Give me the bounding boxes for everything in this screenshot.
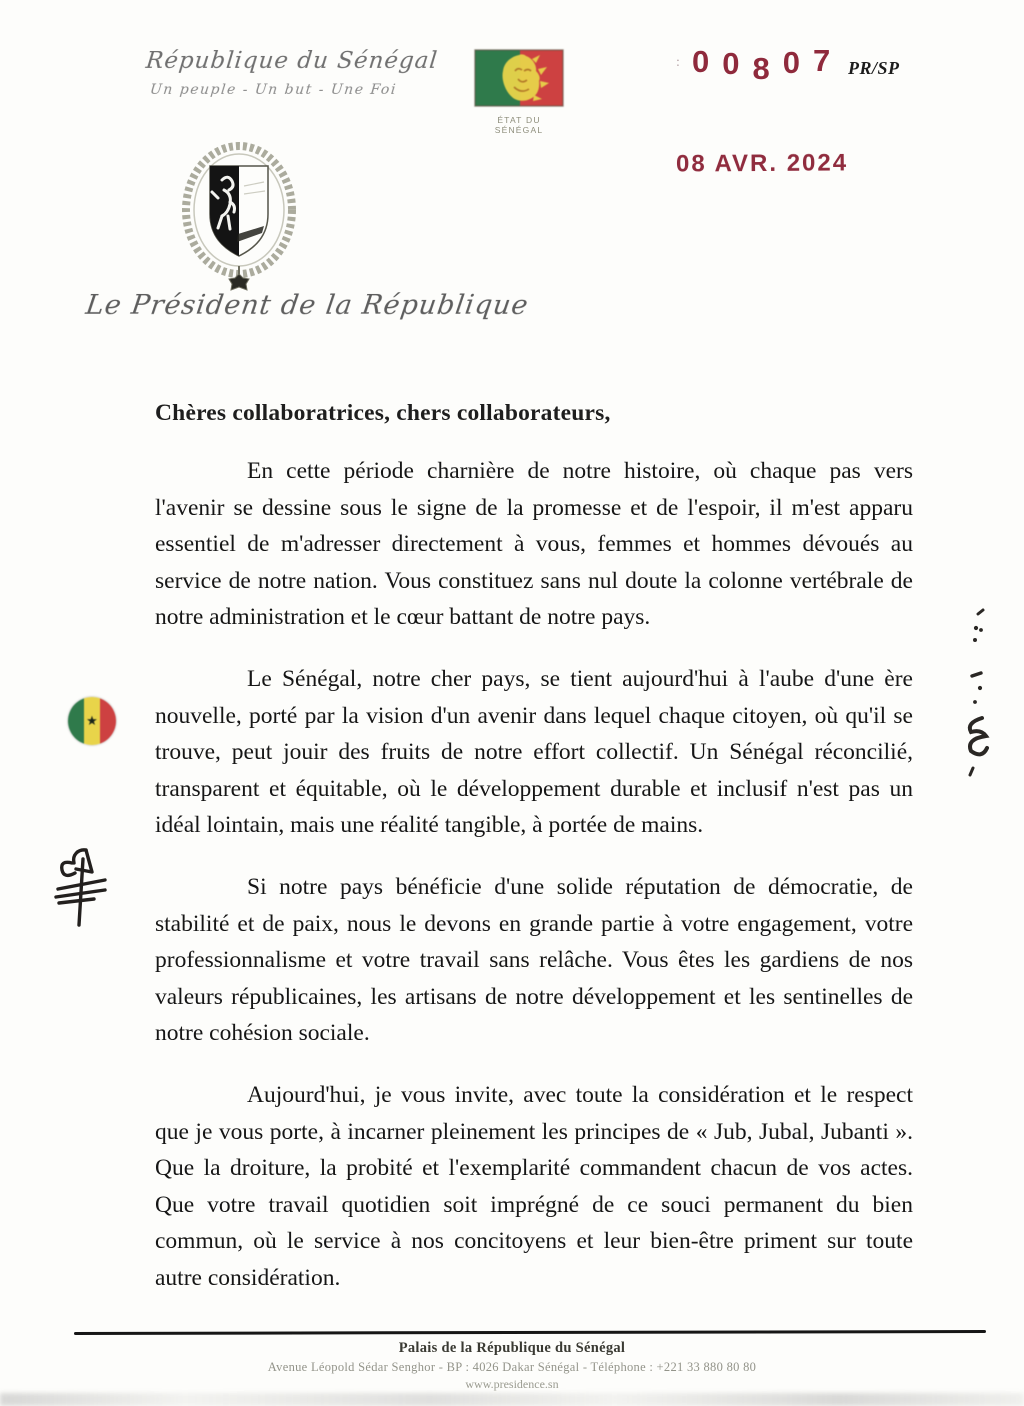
republic-title-script: République du Sénégal	[144, 48, 440, 74]
paragraph-3: Si notre pays bénéficie d'une solide réputation de démocratie, de stabilité et de paix, nous le devons en grande partie à votre engagement, votre professionnalisme et votre travail sans relâche. Vous êtes les gardiens de nos valeurs républicaines, les artisans de notre développement et les sentinelles de notre cohésion sociale.	[155, 873, 913, 1047]
flag-green-stripe	[68, 697, 84, 745]
footer-address: Avenue Léopold Sédar Senghor - BP : 4026 Dakar Sénégal - Téléphone : +221 33 880 80 80	[267, 1360, 757, 1374]
coat-of-arms-icon	[172, 138, 306, 296]
handwritten-margin-annotation	[948, 600, 1004, 805]
paragraph-2: Le Sénégal, notre cher pays, se tient aujourd'hui à l'aube d'une ère nouvelle, porté par la vision d'un avenir dans lequel chaque citoyen, où qu'il se trouve, peut jouir des fruits de notre effort collectif. Un Sénégal réconcilié, transparent et équitable, où le développement durable et inclusif n'est pas un idéal lointain, mais une réalité tangible, à portée de mains.	[155, 665, 913, 839]
national-motto-script: Un peuple - Un but - Une Foi	[149, 82, 398, 98]
footer-website: www.presidence.sn	[465, 1377, 559, 1391]
salutation: Chères collaboratrices, chers collaborateurs,	[155, 400, 611, 426]
registry-suffix-label: PR/SP	[848, 58, 900, 78]
president-title-script: Le Président de la République	[83, 290, 531, 321]
footer	[132, 1340, 892, 1392]
coat-of-arms	[172, 138, 306, 301]
flag-red-stripe	[100, 697, 116, 745]
senegal-flag-lion-icon	[474, 49, 564, 107]
stamp-prefix-mark: :	[676, 55, 680, 70]
emblem-caption: ÉTAT DU SÉNÉGAL	[494, 115, 544, 135]
flag-star-icon: ★	[86, 712, 98, 728]
paragraph-4: Aujourd'hui, je vous invite, avec toute la considération et le respect que je vous porte, à incarner pleinement les principes de « Jub, Jubal, Jubanti ». Que la droiture, la probité et l'exemplarité commandent chacun de vos actes. Que votre travail quotidien soit imprégné de ce souci permanent du bien commun, où le service à nos concitoyens et leur bien-être priment sur toute autre considération.	[155, 1081, 913, 1291]
state-flag-emblem	[474, 49, 564, 135]
scan-artifact	[0, 1393, 1024, 1406]
registry-number-stamp: 00807	[692, 43, 844, 86]
footer-divider	[74, 1330, 986, 1335]
senegal-flag-roundel-icon	[68, 697, 116, 745]
date-received-stamp: 08 AVR. 2024	[675, 149, 849, 178]
paragraph-1: En cette période charnière de notre histoire, où chaque pas vers l'avenir se dessine sous le signe de la promesse et de l'espoir, il m'est apparu essentiel de m'adresser directement à vous, femmes et hommes dévoués au service de notre nation. Vous constituez sans nul doute la colonne vertébrale de notre administration et le cœur battant de notre pays.	[155, 458, 913, 631]
handwritten-initials-mark	[46, 845, 110, 940]
letter-body	[155, 400, 913, 1321]
footer-palace-name: Palais de la République du Sénégal	[398, 1340, 626, 1356]
